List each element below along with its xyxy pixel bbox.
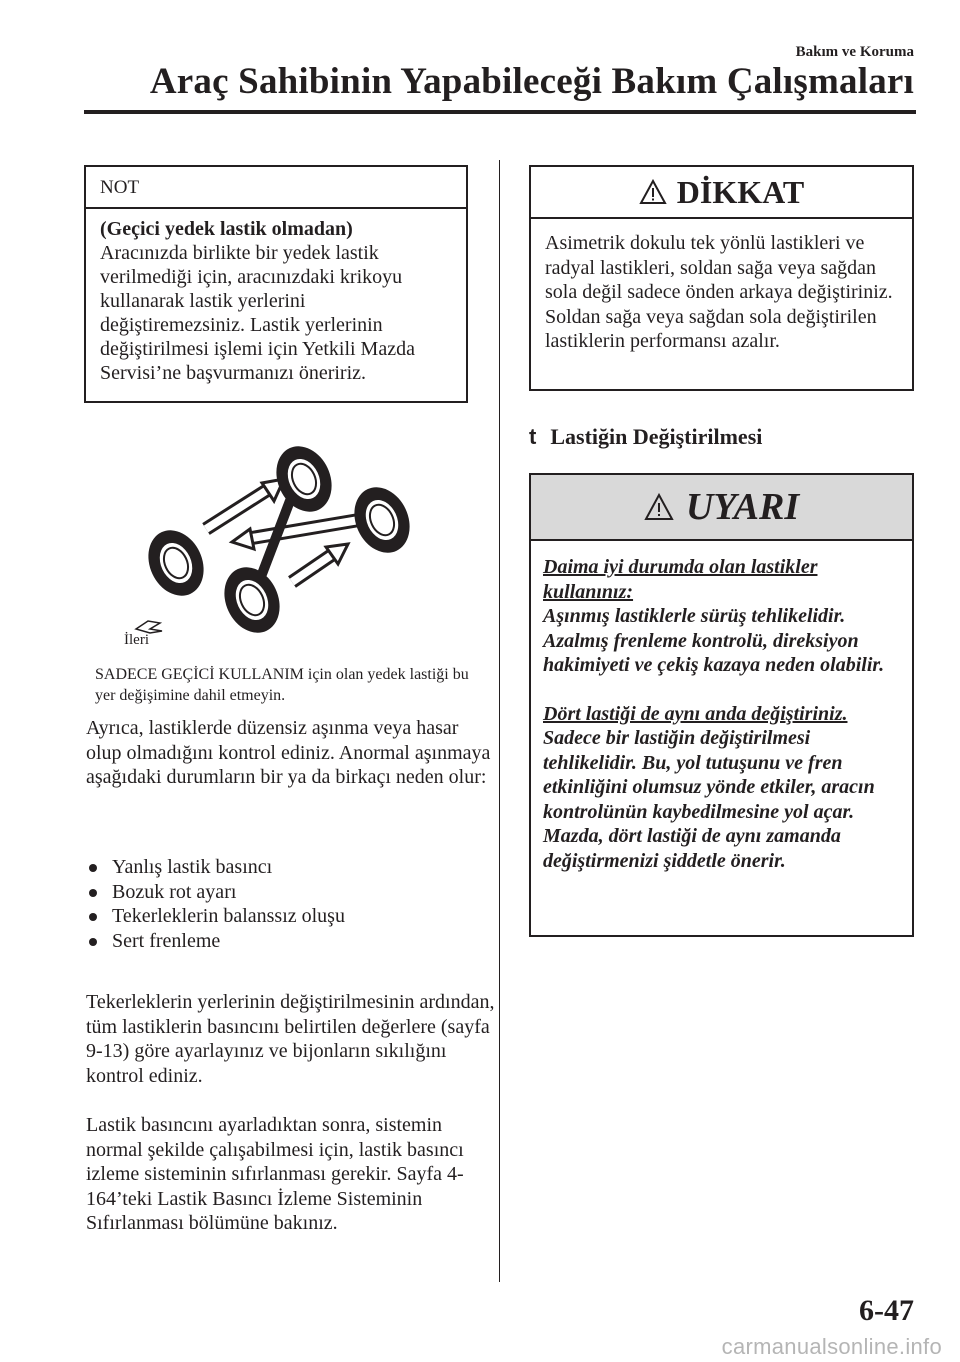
warning-heading-1: Daima iyi durumda olan lastikler kullanınız: (543, 556, 818, 603)
tire-icon (138, 521, 214, 605)
page-title: Araç Sahibinin Yapabileceği Bakım Çalışmaları (149, 61, 914, 102)
caution-text: Asimetrik dokulu tek yönlü lastikleri ve radyal lastikleri, soldan sağa veya sağdan sola değil sadece önden arkaya değiştiriniz. Soldan sağa veya sağdan sola değiştirilen lastiklerin performansı azalır. (545, 232, 893, 352)
tire-icon (344, 478, 420, 562)
caution-box (529, 165, 914, 391)
figure-caption: SADECE GEÇİCİ KULLANIM için olan yedek lastiği bu yer değişimine dahil etmeyin. (95, 666, 469, 704)
page-number: 6-47 (859, 1294, 914, 1327)
note-text: Aracınızda birlikte bir yedek lastik verilmediği için, aracınızdaki krikoyu kullanarak lastik yerlerini değiştiremezsiniz. Lastik yerlerinin değiştirilmesi işlemi için Yetkili Mazda Servisi’ne başvurmanızı öneririz. (100, 242, 415, 384)
list-item: Sert frenleme (86, 929, 486, 954)
warning-triangle-icon (644, 493, 674, 521)
tire-icon (214, 558, 290, 642)
list-item: Bozuk rot ayarı (86, 880, 486, 905)
tire-rotation-diagram (124, 445, 454, 645)
note-label: NOT (86, 167, 466, 209)
warning-title: UYARI (685, 486, 800, 528)
cause-list (86, 855, 486, 953)
caution-title: DİKKAT (676, 173, 805, 210)
list-item: Tekerleklerin balanssız oluşu (86, 904, 486, 929)
section-heading (529, 424, 762, 450)
section-marker: t (529, 424, 537, 449)
warning-header (531, 475, 912, 541)
column-divider (499, 160, 500, 1282)
note-subtitle: (Geçici yedek lastik olmadan) (100, 218, 353, 240)
warning-text-1: Aşınmış lastiklerle sürüş tehlikelidir. Azalmış frenleme kontrolü, direksiyon hakimiyeti ve çekiş kazaya neden olabilir. (543, 605, 885, 676)
reset-note-paragraph: Lastik basıncını ayarladıktan sonra, sistemin normal şekilde çalışabilmesi için, lastik basıncı izleme sisteminin sıfırlanması gerekir. Sayfa 4-164’teki Lastik Basıncı İzleme Sisteminin Sıfırlanması bölümüne bakınız. (86, 1114, 464, 1234)
warning-box (529, 473, 914, 937)
section-title: Lastiğin Değiştirilmesi (550, 424, 763, 449)
caution-header (531, 167, 912, 219)
header-section: Bakım ve Koruma (795, 44, 914, 60)
warning-triangle-icon (639, 179, 667, 205)
header-rule (84, 110, 916, 114)
list-item: Yanlış lastik basıncı (86, 855, 486, 880)
intro-paragraph: Ayrıca, lastiklerde düzensiz aşınma veya hasar olup olmadığını kontrol ediniz. Anormal aşınmaya aşağıdaki durumların bir ya da birkaçı neden olur: (86, 717, 491, 788)
warning-body (531, 541, 912, 887)
after-rotation-paragraph: Tekerleklerin yerlerinin değiştirilmesinin ardından, tüm lastiklerin basıncını belirtilen değerlere (sayfa 9-13) göre ayarlayınız ve bijonların sıkılığını kontrol ediniz. (86, 991, 495, 1087)
warning-text-2: Sadece bir lastiğin değiştirilmesi tehlikelidir. Bu, yol tutuşunu ve fren etkinliğini olumsuz yönde etkiler, aracın kontrolünün kaybedilmesine yol açar. Mazda, dört lastiği de aynı zamanda değiştirmenizi şiddetle önerir. (543, 727, 875, 872)
rotation-arrow-icon (206, 479, 284, 529)
note-body (86, 209, 466, 393)
rotation-arrow-icon (292, 544, 348, 582)
warning-heading-2: Dört lastiği de aynı anda değiştiriniz. (543, 702, 848, 725)
watermark: carmanualsonline.info (721, 1334, 942, 1359)
note-box (84, 165, 468, 403)
forward-label: İleri (124, 632, 149, 648)
